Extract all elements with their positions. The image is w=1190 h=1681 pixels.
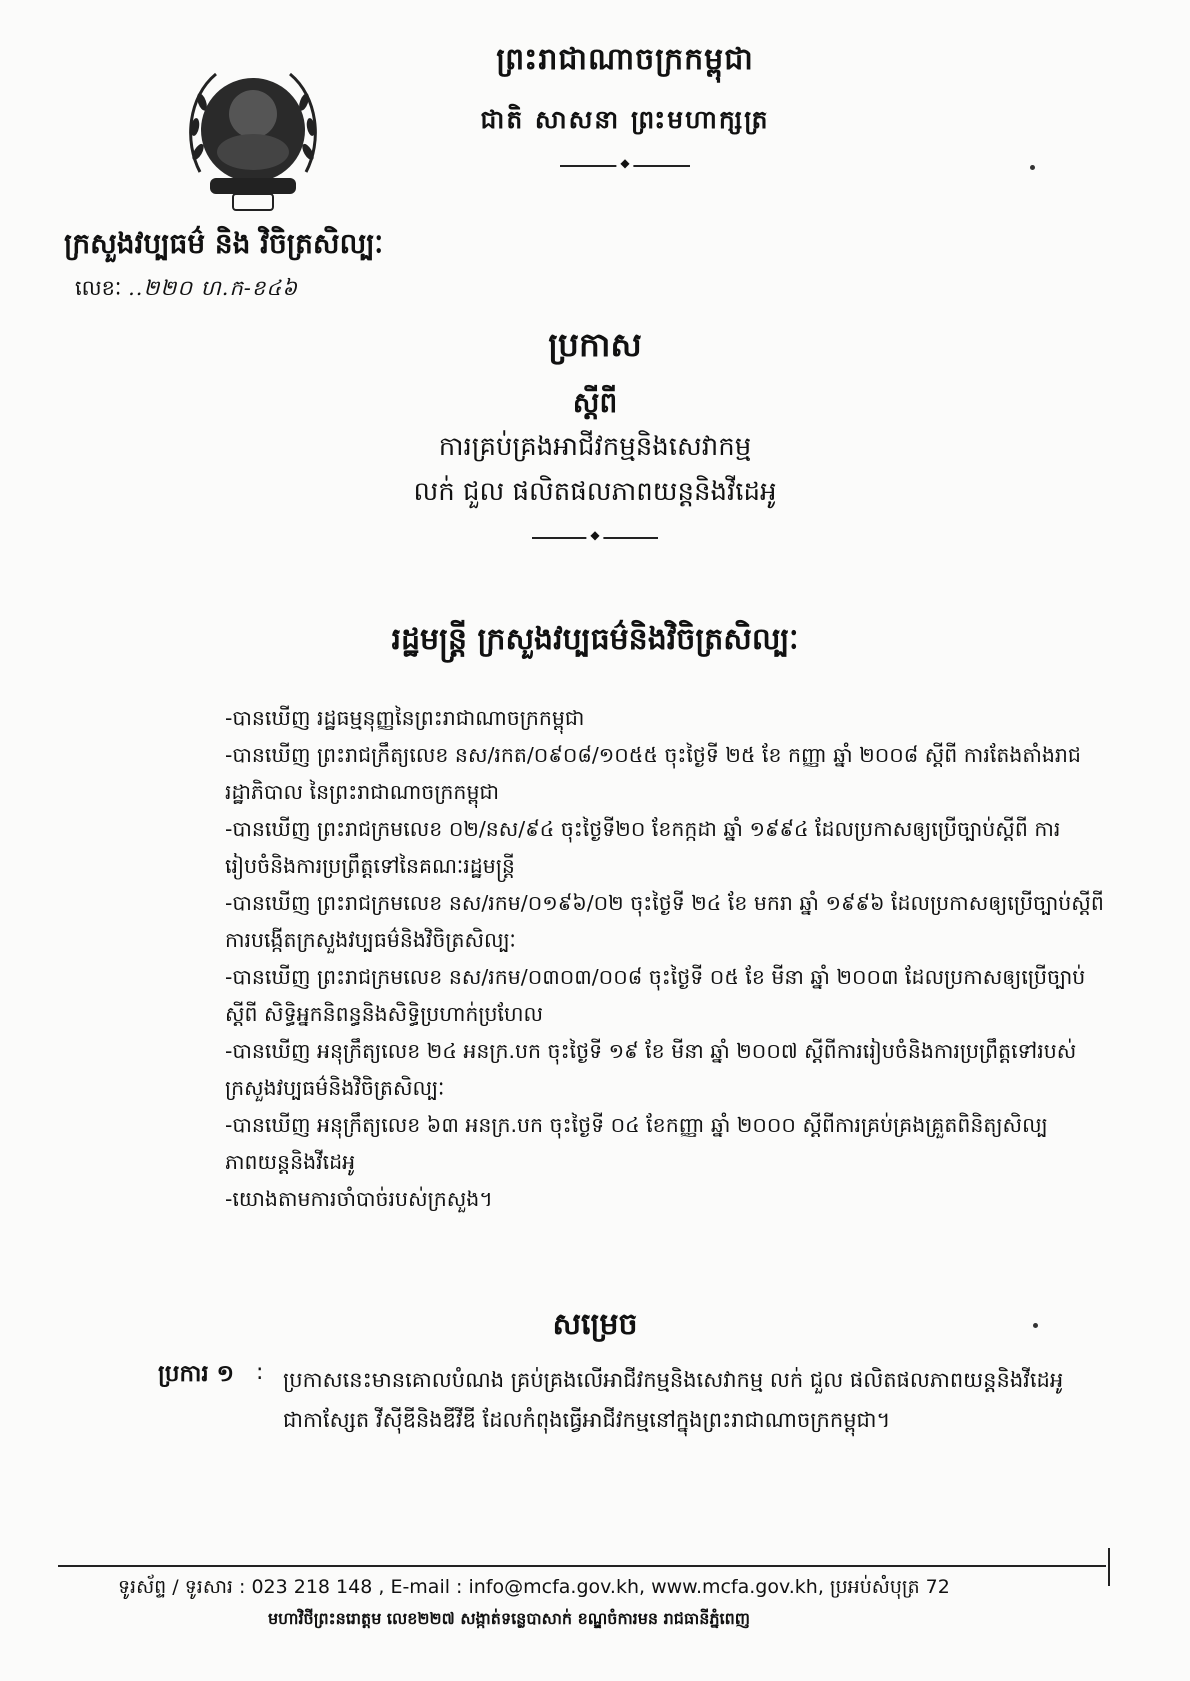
footer-address: មហាវិថីព្រះនរោត្តម លេខ២២៧ សង្កាត់ទន្លេបាសាក់ ខណ្ឌចំការមន រាជធានីភ្នំពេញ <box>268 1609 750 1628</box>
article-colon: : <box>256 1360 264 1385</box>
document-type: ប្រកាស <box>548 325 642 364</box>
subject-line: ការគ្រប់គ្រងអាជីវកម្មនិងសេវាកម្ម <box>438 432 752 462</box>
ministry-name: ក្រសួងវប្បធម៌ និង វិចិត្រសិល្បៈ <box>64 227 384 260</box>
consideration-item: -បានឃើញ ព្រះរាជក្រមលេខ ០២/នស/៩៤ ចុះថ្ងៃទី២០ ខែកក្កដា ឆ្នាំ ១៩៩៤ ដែលប្រកាសឲ្យប្រើច្បាប់ស្តីពី ការរៀបចំនិងការប្រព្រឹត្តទៅនៃគណៈរដ្ឋមន្ត្រី <box>225 817 1061 878</box>
minister-heading: រដ្ឋមន្ត្រី ក្រសួងវប្បធម៌និងវិចិត្រសិល្បៈ <box>391 622 799 657</box>
title-ornament-divider <box>532 537 658 539</box>
reference-label: លេខៈ <box>75 276 122 300</box>
decision-heading: សម្រេច <box>552 1307 638 1342</box>
about-label: ស្តីពី <box>572 386 618 419</box>
scan-speck <box>1033 1323 1038 1328</box>
consideration-item: -យោងតាមការចាំបាច់របស់ក្រសួង។ <box>225 1187 493 1211</box>
consideration-item: -បានឃើញ អនុក្រឹត្យលេខ ២៤ អនក្រ.បក ចុះថ្ងៃទី ១៩ ខែ មីនា ឆ្នាំ ២០០៧ ស្តីពីការរៀបចំនិងការប្រព្រឹត្តទៅរបស់ក្រសួងវប្បធម៌និងវិចិត្រសិល្បៈ <box>225 1039 1077 1100</box>
reference-number <box>75 275 298 306</box>
consideration-item: -បានឃើញ ព្រះរាជក្រមលេខ នស/រកម/០៣០៣/០០៨ ចុះថ្ងៃទី ០៥ ខែ មីនា ឆ្នាំ ២០០៣ ដែលប្រកាសឲ្យប្រើច្បាប់ស្តីពី សិទ្ធិអ្នកនិពន្ធនិងសិទ្ធិប្រហាក់ប្រហែល <box>225 965 1086 1026</box>
scan-speck <box>1030 165 1035 170</box>
kingdom-title: ព្រះរាជាណាចក្រកម្ពុជា <box>496 42 754 77</box>
consideration-item: -បានឃើញ រដ្ឋធម្មនុញ្ញនៃព្រះរាជាណាចក្រកម្ពុជា <box>225 706 585 730</box>
considerations-list <box>225 700 1105 1218</box>
kingdom-motto: ជាតិ សាសនា ព្រះមហាក្សត្រ <box>480 105 770 134</box>
header-ornament-divider <box>560 165 690 167</box>
footer-edge-mark <box>1108 1548 1110 1586</box>
subject-line: លក់ ជួល ផលិតផលភាពយន្តនិងវីដេអូ <box>413 477 777 507</box>
consideration-item: -បានឃើញ ព្រះរាជក្រមលេខ នស/រកម/០១៩៦/០២ ចុះថ្ងៃទី ២៤ ខែ មករា ឆ្នាំ ១៩៩៦ ដែលប្រកាសឲ្យប្រើច្បាប់ស្តីពី ការបង្កើតក្រសួងវប្បធម៌និងវិចិត្រសិល្បៈ <box>225 891 1104 952</box>
consideration-item: -បានឃើញ ព្រះរាជក្រឹត្យលេខ នស/រកត/០៩០៨/១០៥៥ ចុះថ្ងៃទី ២៥ ខែ កញ្ញា ឆ្នាំ ២០០៨ ស្តីពី ការតែងតាំងរាជរដ្ឋាភិបាល នៃព្រះរាជាណាចក្រកម្ពុជា <box>225 743 1081 804</box>
article-label: ប្រការ ១ <box>158 1361 235 1387</box>
ministry-emblem <box>178 52 328 222</box>
article-text: ប្រកាសនេះមានគោលបំណង គ្រប់គ្រងលើអាជីវកម្មនិងសេវាកម្ម លក់ ជួល ផលិតផលភាពយន្តនិងវីដេអូ ជាកាស្សែត វីស៊ីឌីនិងឌីវីឌី ដែលកំពុងធ្វើអាជីវកម្មនៅក្នុងព្រះរាជាណាចក្រកម្ពុជា។ <box>283 1368 1064 1432</box>
footer-contact: ទូរស័ព្ទ / ទូរសារ : 023 218 148 , E-mail : info@mcfa.gov.kh, www.mcfa.gov.kh, ប្រអប់សំបុត្រ 72 <box>118 1576 950 1598</box>
consideration-item: -បានឃើញ អនុក្រឹត្យលេខ ៦៣ អនក្រ.បក ចុះថ្ងៃទី ០៤ ខែកញ្ញា ឆ្នាំ ២០០០ ស្តីពីការគ្រប់គ្រងគ្រួតពិនិត្យសិល្បភាពយន្តនិងវីដេអូ <box>225 1113 1048 1174</box>
footer-divider <box>58 1565 1106 1567</box>
reference-value: ..២២០ ហ.ក-ខ៤៦ <box>128 276 298 300</box>
